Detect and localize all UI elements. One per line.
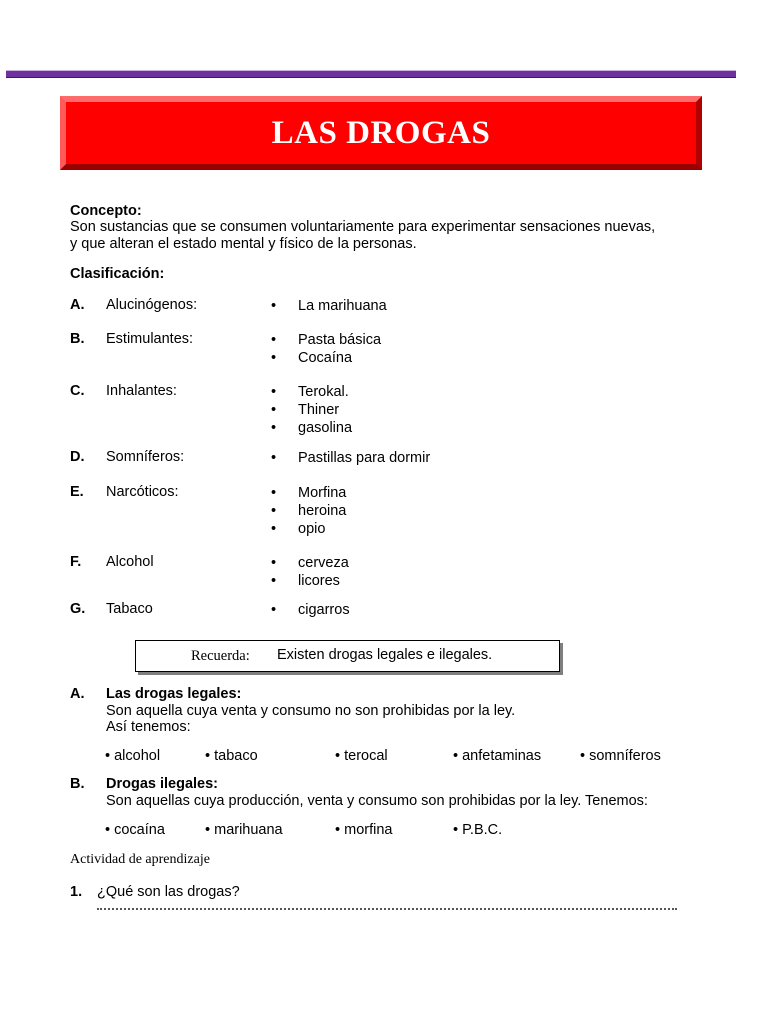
- answer-line[interactable]: [97, 908, 677, 910]
- class-letter: C.: [70, 383, 85, 399]
- list-item: • Cocaína: [270, 349, 381, 367]
- recuerda-label: Recuerda:: [191, 648, 250, 664]
- legales-heading: Las drogas legales:: [106, 686, 242, 702]
- class-letter: B.: [70, 331, 85, 347]
- class-name: Narcóticos:: [106, 484, 179, 500]
- legales-list: [105, 748, 725, 766]
- ilegales-line-1: Son aquellas cuya producción, venta y consumo son prohibidas por la ley. Tenemos:: [106, 793, 648, 809]
- class-name: Estimulantes:: [106, 331, 194, 347]
- class-items: [270, 449, 430, 467]
- class-letter: G.: [70, 601, 86, 617]
- list-item: • licores: [270, 572, 349, 590]
- class-name: Inhalantes:: [106, 383, 177, 399]
- list-item: • Pastillas para dormir: [270, 449, 430, 467]
- legales-letter: A.: [70, 686, 85, 702]
- question-number: 1.: [70, 884, 83, 900]
- list-item: • marihuana: [205, 822, 283, 838]
- recuerda-box: [135, 640, 560, 672]
- class-items: [270, 331, 381, 367]
- class-items: [270, 484, 346, 538]
- list-item: • somníferos: [580, 748, 661, 764]
- concepto-label: Concepto:: [70, 203, 142, 219]
- list-item: • gasolina: [270, 419, 352, 437]
- list-item: • opio: [270, 520, 346, 538]
- list-item: • morfina: [335, 822, 393, 838]
- list-item: • La marihuana: [270, 297, 387, 315]
- class-items: [270, 554, 349, 590]
- ilegales-list: [105, 822, 725, 840]
- list-item: • heroina: [270, 502, 346, 520]
- top-divider-rule: [6, 70, 736, 78]
- class-letter: A.: [70, 297, 85, 313]
- title-banner: [60, 96, 702, 170]
- class-name: Alcohol: [106, 554, 154, 570]
- concepto-line-1: Son sustancias que se consumen voluntariamente para experimentar sensaciones nuevas,: [70, 219, 656, 235]
- page-title: LAS DROGAS: [271, 114, 491, 151]
- list-item: • alcohol: [105, 748, 161, 764]
- list-item: • Morfina: [270, 484, 346, 502]
- class-items: [270, 601, 350, 619]
- list-item: • cerveza: [270, 554, 349, 572]
- list-item: • cocaína: [105, 822, 165, 838]
- class-letter: E.: [70, 484, 84, 500]
- class-items: [270, 383, 352, 437]
- list-item: • tabaco: [205, 748, 258, 764]
- class-letter: D.: [70, 449, 85, 465]
- ilegales-letter: B.: [70, 776, 85, 792]
- list-item: • anfetaminas: [453, 748, 542, 764]
- list-item: • cigarros: [270, 601, 350, 619]
- recuerda-text: Existen drogas legales e ilegales.: [277, 647, 493, 663]
- list-item: • P.B.C.: [453, 822, 503, 838]
- actividad-heading: Actividad de aprendizaje: [70, 852, 210, 867]
- question-text: ¿Qué son las drogas?: [97, 884, 240, 900]
- legales-line-2: Así tenemos:: [106, 719, 191, 735]
- list-item: • Terokal.: [270, 383, 352, 401]
- concepto-line-2: y que alteran el estado mental y físico de la personas.: [70, 236, 417, 252]
- list-item: • Thiner: [270, 401, 352, 419]
- class-items: [270, 297, 387, 315]
- list-item: • Pasta básica: [270, 331, 381, 349]
- list-item: • terocal: [335, 748, 388, 764]
- clasificacion-label: Clasificación:: [70, 266, 165, 282]
- class-letter: F.: [70, 554, 82, 570]
- class-name: Somníferos:: [106, 449, 185, 465]
- class-name: Tabaco: [106, 601, 153, 617]
- legales-line-1: Son aquella cuya venta y consumo no son prohibidas por la ley.: [106, 703, 516, 719]
- class-name: Alucinógenos:: [106, 297, 198, 313]
- ilegales-heading: Drogas ilegales:: [106, 776, 219, 792]
